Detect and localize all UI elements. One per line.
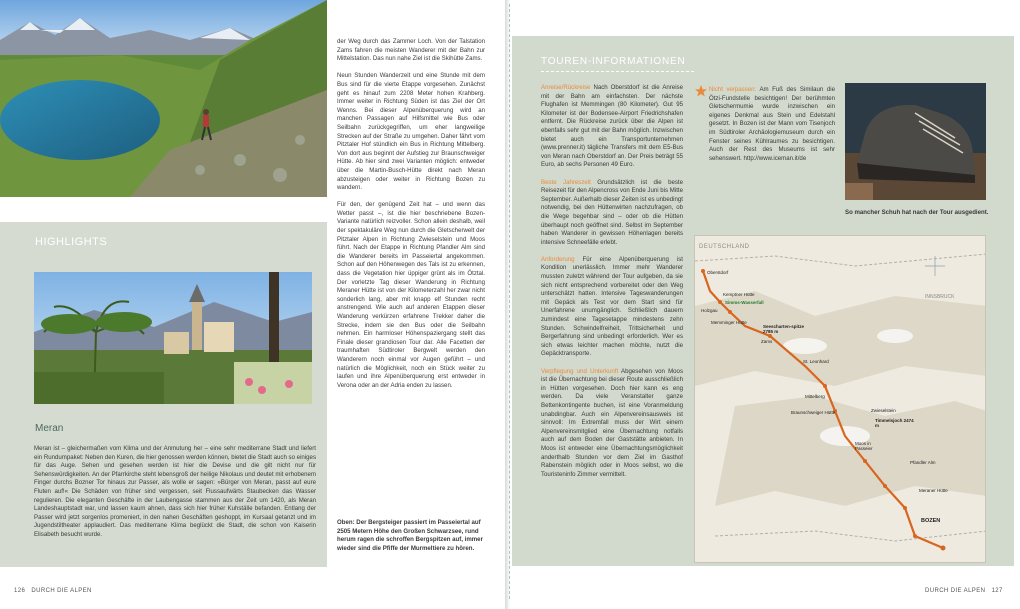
running-head: DURCH DIE ALPEN bbox=[925, 588, 986, 594]
map-label: Kemptner Hütte bbox=[723, 292, 755, 297]
body-column bbox=[337, 38, 485, 399]
boot-caption: So mancher Schuh hat nach der Tour ausgedient. bbox=[845, 209, 989, 216]
photo-caption: Oben: Der Bergsteiger passiert im Passeiertal auf 2505 Metern Höhe den Großen Schwarzsee, rund herum ragen die schroffen Bergspitzen auf, immer wieder sind die Pfiffe der Murmeltiere zu hören. bbox=[337, 519, 483, 552]
tip-box: Nicht verpassen: Am Fuß des Similaun die Ötzi-Fundstelle besichtigen! Der berühmten Gletschermumie wurde inzwischen ein eigenes Denkmal aus Stein und Edelstahl gesetzt. In Bozen ist der Mann vom Tisenjoch im Südtiroler Archäologiemuseum durch ein Fenster seines Kühlraumes zu besichtigen. Auch der Rest des Museums ist sehr sehenswert. http://www.iceman.it/de bbox=[709, 86, 835, 162]
page-number-right: DURCH DIE ALPEN 127 bbox=[925, 588, 1003, 594]
tour-section: Beste Jahreszeit Grundsätzlich ist die beste Reisezeit für den Alpencross von Ende Juni bis Mitte September. Außerhalb dieser Zeiten ist es unbedingt notwendig, bei den Hüttenwirten nachzufragen, ob die Wege begehbar sind – oder ob die Hütten überhaupt noch geöffnet sind. Selbst im September haben Wanderer in gewissen Höhenlagen bereits intensive Schneefälle erlebt. bbox=[541, 178, 683, 246]
tour-section: Anforderung Für eine Alpenüberquerung ist Kondition unerlässlich. Immer mehr Wanderer mussten zuletzt während der Tour aufgeben, da sie sich nicht entsprechend vorbereitet oder den Weg unterschätzt hatten. Intensive Tageswanderungen mit Gepäck als Test vor dem Start sind für Unerfahrene unumgänglich. Schließlich dauern zumindest eine Tagesetappe mindestens zehn Stunden. Schwindelfreiheit, Trittsicherheit und Bergerfahrung sind unbedingt erforderlich. Wer es sich etwas leichter machen möchte, nutzt die Gepäcktransporte. bbox=[541, 255, 683, 358]
map-label: Oberstdorf bbox=[707, 270, 729, 275]
meran-heading: Meran bbox=[35, 423, 64, 434]
tour-info-title: TOUREN-INFORMATIONEN bbox=[541, 56, 686, 67]
map-label: Braunschweiger Hütte bbox=[791, 410, 836, 415]
divider bbox=[541, 71, 694, 72]
map-label: Moos in Passeier bbox=[855, 441, 873, 451]
route-map bbox=[694, 235, 986, 563]
map-label: Holzgau bbox=[701, 308, 718, 313]
map-label: DEUTSCHLAND bbox=[699, 244, 750, 250]
meran-photo bbox=[34, 272, 312, 404]
boot-photo bbox=[845, 83, 986, 200]
left-page bbox=[0, 0, 505, 609]
highlights-title: HIGHLIGHTS bbox=[35, 236, 108, 248]
page-number-left: 126 DURCH DIE ALPEN bbox=[14, 588, 92, 594]
map-label: Zams bbox=[761, 339, 773, 344]
map-label: Timmelsjoch 2474 m bbox=[875, 418, 914, 428]
tour-section: Anreise/Rückreise Nach Oberstdorf ist die Anreise mit der Bahn am einfachsten. Der nächste Flughafen ist Memmingen (80 Kilometer). Gut 95 Kilometer ist der Bodensee-Airport Friedrichshafen entfernt. Die Rückreise zurück über die Alpen ist ebenfalls sehr gut mit der Bahn möglich. Inzwischen bietet auch ein Transportunternehmen (www.prenner.it) tägliche Transfers mit dem E5-Bus von Meran nach Oberstdorf an. Der Preis beträgt 55 Euro, ab sechs Personen 49 Euro. bbox=[541, 84, 683, 169]
mountain-lake-photo bbox=[0, 0, 327, 197]
map-label: Memminger Hütte bbox=[711, 320, 747, 325]
map-label: INNSBRUCK bbox=[925, 294, 955, 300]
meran-text: Meran ist – gleichermaßen vom Klima und der Anmutung her – eine sehr mediterrane Stadt und liefert ein Rundumpaket: Neben den Kuren, die hier genossen werden können, bietet die Stadt auch so einiges für das Auge. Sehen und gesehen werden ist hier die Devise und die gilt nicht nur für Sehenswürdigkeiten. An der Pfarrkirche steht lebensgroß der heilige Nikolaus und deutet mit erhobenem Finger durchs Bozner Tor hinaus zur Passer, als wolle er sagen: »Bürger von Meran, passt auf eure Fluten auf!« Die Schäden von früher sind vergessen, seit Flussaufwärts Staubecken das Wasser regulieren. Die eleganten Geschäfte in der Laubengasse stammen aus der Zeit um 1420, als Meran Landeshauptstadt war, und lassen kaum ahnen, dass sich hier früher Kuhställe befanden. Entlang der Passer wird jetzt sorgenlos promeniert, in den nahen Geschäften geshoppt, im Kursaal getanzt und im Jugendstiltheater applaudiert. Das mediterrane Klima beglückt die Stadt, die schon von Kaiserin Elisabeth besucht wurde. bbox=[34, 445, 316, 538]
map-label: Seescharten-spitze 2785 m bbox=[763, 324, 805, 334]
map-label: St. Leonhard bbox=[803, 359, 829, 364]
paragraph: der Weg durch das Zammer Loch. Von der Talstation Zams fahren die meisten Wanderer mit der Bahn zur Mittelstation. Das nun nahe Ziel ist die Skihütte Zams. bbox=[337, 38, 485, 63]
tour-column bbox=[541, 84, 683, 488]
map-label: Pfandler Alm bbox=[910, 460, 936, 465]
map-label: Zwieselstein bbox=[871, 408, 896, 413]
map-label: Meraner Hütte bbox=[919, 488, 948, 493]
fold-line bbox=[509, 4, 510, 599]
running-head: DURCH DIE ALPEN bbox=[31, 588, 92, 594]
star-icon bbox=[695, 84, 707, 96]
paragraph: Für den, der genügend Zeit hat – und wenn das Wetter passt –, ist die hier beschriebene Bozen-Variante natürlich reizvoller. Schon allein deshalb, weil der spektakuläre Weg nun durch die Gletscherwelt der Pitztaler Alpen in Richtung Zwieselstein und Moos führt. Nach der Etappe in Richtung Pfandler Alm sind die Wanderer bereits im Passeiertal angekommen. Schon auf den Höhenwegen des Tals ist zu erkennen, dass die Vegetation hier üppiger grünt als im Ötztal. Der vorletzte Tag dieser Wanderung in Richtung Meraner Hütte ist von der Kilometerzahl her zwar nicht sonderlich lang, aber mit knapp elf Stunden recht anstrengend. Wie auch auf anderen Etappen dieser Wanderung verkürzen erfahrene Trekker daher die Strecke, indem sie den Bus oder die Seilbahn nehmen. Ein harmloser Höhenspaziergang stellt das Finale dieser grandiosen Tour dar. Alle Facetten der traumhaften Südtiroler Bergwelt werden den Wanderern noch einmal vor Augen geführt – und natürlich die Möglichkeit, noch ein Stück weiter zu laufen und ihre Alpenüberquerung erst entweder in Verona oder an der Adria enden zu lassen. bbox=[337, 201, 485, 389]
paragraph: Neun Stunden Wanderzeit und eine Stunde mit dem Bus sind für die vierte Etappe vorgesehen. Zunächst geht es hinauf zum 2208 Meter hohen Krahberg. Immer weiter in Richtung Süden ist das Ziel der Ort Wenns. Bei dieser Alpenüberquerung wird an manchen Passagen auf Hilfsmittel wie Bus oder Seilbahn zurückgegriffen, um eher langweilige Strecken auf der Straße zu umgehen. Daher fährt vom Pitztaler Hof stündlich ein Bus in Richtung Mittelberg. Von dort aus beginnt der Aufstieg zur Braunschweiger Hütte. Ab hier sind zwei Varianten möglich: entweder über die Martin-Busch-Hütte direkt nach Meran abzusteigen oder weiter in Richtung Bozen zu wandern. bbox=[337, 72, 485, 192]
map-label: BOZEN bbox=[921, 518, 941, 524]
tour-section: Verpflegung und Unterkunft Abgesehen von Moos ist die Übernachtung bei dieser Route ausschließlich in Hütten vorgesehen. Doch hier kann es eng werden. Da viele Veranstalter ganze Bettenkontingente buchen, ist eine Voranmeldung unabdingbar. Auch ein Alpenvereinsausweis ist sinnvoll: Im Extremfall muss der Wirt einem Alpenvereinsmitglied eine Übernachtung notfalls auch auf dem Boden der Gaststätte anbieten. In Moos ist entweder eine Übernachtungsmöglichkeit anderthalb Stunden vor dem Ziel im Gasthof Rabenstein möglich oder in Moos selbst, wo die Touristeninfo Zimmer vermittelt. bbox=[541, 367, 683, 478]
map-label: Mittelberg bbox=[805, 394, 825, 399]
map-label: Simms-Wasserfall bbox=[725, 300, 764, 305]
